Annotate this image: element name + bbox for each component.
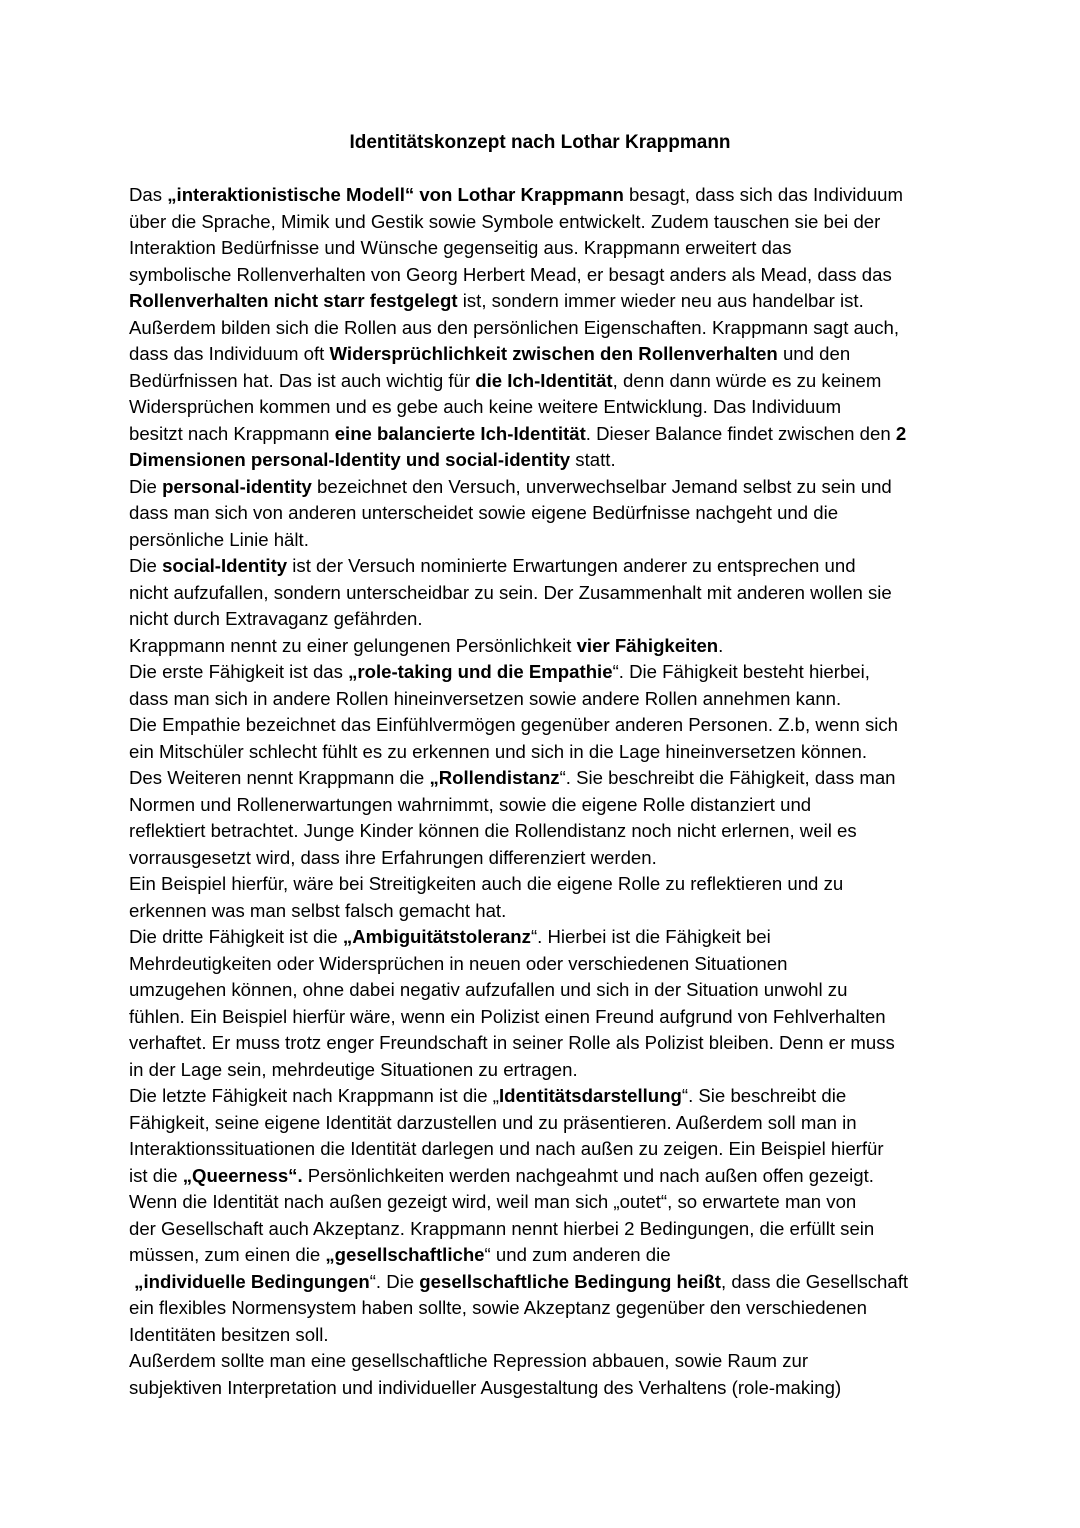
text-segment: Interaktionssituationen die Identität darlegen und nach außen zu zeigen. Ein Beispiel hierfür <box>129 1138 884 1159</box>
text-segment: “ und zum anderen die <box>484 1244 671 1265</box>
text-segment: Außerdem sollte man eine gesellschaftliche Repression abbauen, sowie Raum zur <box>129 1350 809 1371</box>
text-line <box>129 1110 959 1137</box>
text-segment: Mehrdeutigkeiten oder Widersprüchen in neuen oder verschiedenen Situationen <box>129 952 788 974</box>
page-title: Identitätskonzept nach Lothar Krappmann <box>349 132 731 153</box>
text-segment: Fähigkeit, seine eigene Identität darzustellen und zu präsentieren. Außerdem soll man in <box>129 1111 857 1133</box>
text-segment: Die <box>129 555 163 576</box>
bold-text-segment: „interaktionistische Modell“ von Lothar Krappmann <box>167 184 624 205</box>
text-line <box>129 765 959 792</box>
text-line <box>129 1083 959 1110</box>
text-line <box>129 209 959 236</box>
text-segment: , dass die Gesellschaft <box>720 1270 909 1292</box>
text-line <box>129 447 959 474</box>
text-line <box>129 606 959 633</box>
text-line <box>129 1030 959 1057</box>
text-segment: Krappmann nennt zu einer gelungenen Persönlichkeit <box>129 634 577 656</box>
text-line <box>129 394 959 421</box>
text-line <box>129 580 959 607</box>
text-line <box>129 368 959 395</box>
text-segment: ein Mitschüler schlecht fühlt es zu erkennen und sich in die Lage hineinversetzen können. <box>129 740 868 762</box>
text-line <box>129 527 959 554</box>
text-line <box>129 898 959 925</box>
text-segment: reflektiert betrachtet. Junge Kinder können die Rollendistanz noch nicht erlernen, weil es <box>129 820 857 841</box>
bold-text-segment: „Rollendistanz <box>429 767 560 788</box>
text-line <box>129 315 959 342</box>
text-line <box>129 951 959 978</box>
text-line <box>129 924 959 951</box>
text-line <box>129 553 959 580</box>
text-line <box>129 341 959 368</box>
text-segment: ist, sondern immer wieder neu aus handelbar ist. <box>457 290 864 311</box>
text-line <box>129 1163 959 1190</box>
text-segment: . <box>718 634 724 656</box>
text-line <box>129 818 959 845</box>
text-segment: nicht durch Extravaganz gefährden. <box>129 608 423 629</box>
text-segment: ist der Versuch nominierte Erwartungen anderer zu entsprechen und <box>287 555 856 576</box>
text-segment: Interaktion Bedürfnisse und Wünsche gegenseitig aus. Krappmann erweitert das <box>129 237 792 258</box>
bold-text-segment: „role-taking und die Empathie <box>348 661 613 682</box>
text-segment: umzugehen können, ohne dabei negativ aufzufallen und sich in der Situation unwohl zu <box>129 979 848 1000</box>
bold-text-segment: vier Fähigkeiten <box>576 634 719 656</box>
text-segment: der Gesellschaft auch Akzeptanz. Krappmann nennt hierbei 2 Bedingungen, die erfüllt sein <box>129 1217 875 1239</box>
text-segment: Des Weiteren nennt Krappmann die <box>129 767 430 788</box>
bold-text-segment: Widersprüchlichkeit zwischen den Rollenverhalten <box>329 343 778 364</box>
text-segment: in der Lage sein, mehrdeutige Situationen zu ertragen. <box>129 1058 578 1080</box>
text-segment: Außerdem bilden sich die Rollen aus den persönlichen Eigenschaften. Krappmann sagt auch, <box>129 316 900 338</box>
text-segment: Das <box>129 184 168 205</box>
bold-text-segment: „individuelle Bedingungen <box>134 1270 370 1292</box>
text-segment: dass das Individuum oft <box>129 343 330 364</box>
text-segment: . Dieser Balance findet zwischen den <box>585 422 896 444</box>
text-segment: dass man sich in andere Rollen hineinversetzen sowie andere Rollen annehmen kann. <box>129 687 842 709</box>
bold-text-segment: social-Identity <box>162 555 288 576</box>
text-line <box>129 288 959 315</box>
text-segment: besagt, dass sich das Individuum <box>623 184 903 205</box>
text-line <box>129 871 959 898</box>
text-line <box>129 500 959 527</box>
bold-text-segment: 2 <box>895 422 907 444</box>
text-line <box>129 633 959 660</box>
bold-text-segment: gesellschaftliche Bedingung heißt <box>419 1270 721 1292</box>
text-segment: Normen und Rollenerwartungen wahrnimmt, sowie die eigene Rolle distanziert und <box>129 793 812 815</box>
text-line <box>129 1136 959 1163</box>
text-segment: “. Die Fähigkeit besteht hierbei, <box>612 661 870 682</box>
text-segment: Die letzte Fähigkeit nach Krappmann ist die „ <box>129 1085 499 1106</box>
text-line <box>129 1375 959 1402</box>
text-segment: “. Sie beschreibt die Fähigkeit, dass man <box>559 767 896 788</box>
bold-text-segment: personal-identity <box>162 475 312 497</box>
text-line <box>129 1189 959 1216</box>
bold-text-segment: „Ambiguitätstoleranz <box>342 926 531 947</box>
text-segment: dass man sich von anderen unterscheidet sowie eigene Bedürfnisse nachgeht und die <box>129 502 839 523</box>
text-segment: nicht aufzufallen, sondern unterscheidbar zu sein. Der Zusammenhalt mit anderen wollen sie <box>129 581 892 603</box>
text-segment: Identitäten besitzen soll. <box>129 1323 329 1345</box>
body-text <box>129 182 959 1401</box>
text-line <box>129 421 959 448</box>
text-segment: persönliche Linie hält. <box>129 528 309 550</box>
text-segment: “. Sie beschreibt die <box>681 1085 847 1106</box>
bold-text-segment: „gesellschaftliche <box>325 1244 485 1265</box>
text-segment: fühlen. Ein Beispiel hierfür wäre, wenn ein Polizist einen Freund aufgrund von Fehlverhalten <box>129 1005 886 1027</box>
text-segment: ist die <box>129 1164 183 1186</box>
text-segment: erkennen was man selbst falsch gemacht hat. <box>129 899 507 921</box>
bold-text-segment: die Ich-Identität <box>475 369 613 391</box>
bold-text-segment: Identitätsdarstellung <box>499 1085 682 1106</box>
bold-text-segment: „Queerness“. <box>182 1164 303 1186</box>
text-segment: statt. <box>570 449 616 470</box>
text-segment: über die Sprache, Mimik und Gestik sowie Symbole entwickelt. Zudem tauschen sie bei der <box>129 210 881 232</box>
text-line <box>129 659 959 686</box>
text-line <box>129 739 959 766</box>
text-segment: besitzt nach Krappmann <box>129 422 335 444</box>
text-line <box>129 686 959 713</box>
text-line <box>129 262 959 289</box>
text-segment: Widersprüchen kommen und es gebe auch keine weitere Entwicklung. Das Individuum <box>129 396 842 417</box>
text-line <box>129 1348 959 1375</box>
text-line <box>129 235 959 262</box>
bold-text-segment: Rollenverhalten nicht starr festgelegt <box>129 290 458 311</box>
text-line <box>129 1057 959 1084</box>
text-segment: Persönlichkeiten werden nachgeahmt und nach außen offen gezeigt. <box>302 1164 874 1186</box>
text-line <box>129 1242 959 1269</box>
text-line <box>129 1269 959 1296</box>
text-segment: Wenn die Identität nach außen gezeigt wird, weil man sich „outet“, so erwartete man von <box>129 1191 857 1212</box>
text-line <box>129 1295 959 1322</box>
text-line <box>129 1322 959 1349</box>
bold-text-segment: eine balancierte Ich-Identität <box>334 422 586 444</box>
text-segment: Die <box>129 475 163 497</box>
text-segment: “. Die <box>369 1270 420 1292</box>
text-line <box>129 1216 959 1243</box>
text-segment: Die dritte Fähigkeit ist die <box>129 926 343 947</box>
text-line <box>129 977 959 1004</box>
text-line <box>129 845 959 872</box>
text-segment: symbolische Rollenverhalten von Georg Herbert Mead, er besagt anders als Mead, dass das <box>129 263 892 285</box>
text-segment: Die Empathie bezeichnet das Einfühlvermögen gegenüber anderen Personen. Z.b, wenn sich <box>129 714 899 735</box>
text-line <box>129 1004 959 1031</box>
text-segment: Bedürfnissen hat. Das ist auch wichtig für <box>129 369 476 391</box>
text-segment: vorrausgesetzt wird, dass ihre Erfahrungen differenziert werden. <box>129 846 657 868</box>
text-segment: bezeichnet den Versuch, unverwechselbar Jemand selbst zu sein und <box>311 475 892 497</box>
text-line <box>129 712 959 739</box>
text-segment: Ein Beispiel hierfür, wäre bei Streitigkeiten auch die eigene Rolle zu reflektieren und zu <box>129 873 844 894</box>
text-line <box>129 182 959 209</box>
text-segment: und den <box>777 343 851 364</box>
text-line <box>129 792 959 819</box>
text-segment: subjektiven Interpretation und individueller Ausgestaltung des Verhaltens (role-making) <box>129 1376 842 1398</box>
text-segment: müssen, zum einen die <box>129 1244 326 1265</box>
text-segment: Die erste Fähigkeit ist das <box>129 661 349 682</box>
text-segment: verhaftet. Er muss trotz enger Freundschaft in seiner Rolle als Polizist bleiben. Denn er muss <box>129 1032 895 1053</box>
text-line <box>129 474 959 501</box>
text-segment: , denn dann würde es zu keinem <box>612 369 882 391</box>
text-segment: ein flexibles Normensystem haben sollte, sowie Akzeptanz gegenüber den verschiedenen <box>129 1297 867 1318</box>
bold-text-segment: Dimensionen personal-Identity und social-identity <box>129 449 571 470</box>
text-segment: “. Hierbei ist die Fähigkeit bei <box>530 926 771 947</box>
